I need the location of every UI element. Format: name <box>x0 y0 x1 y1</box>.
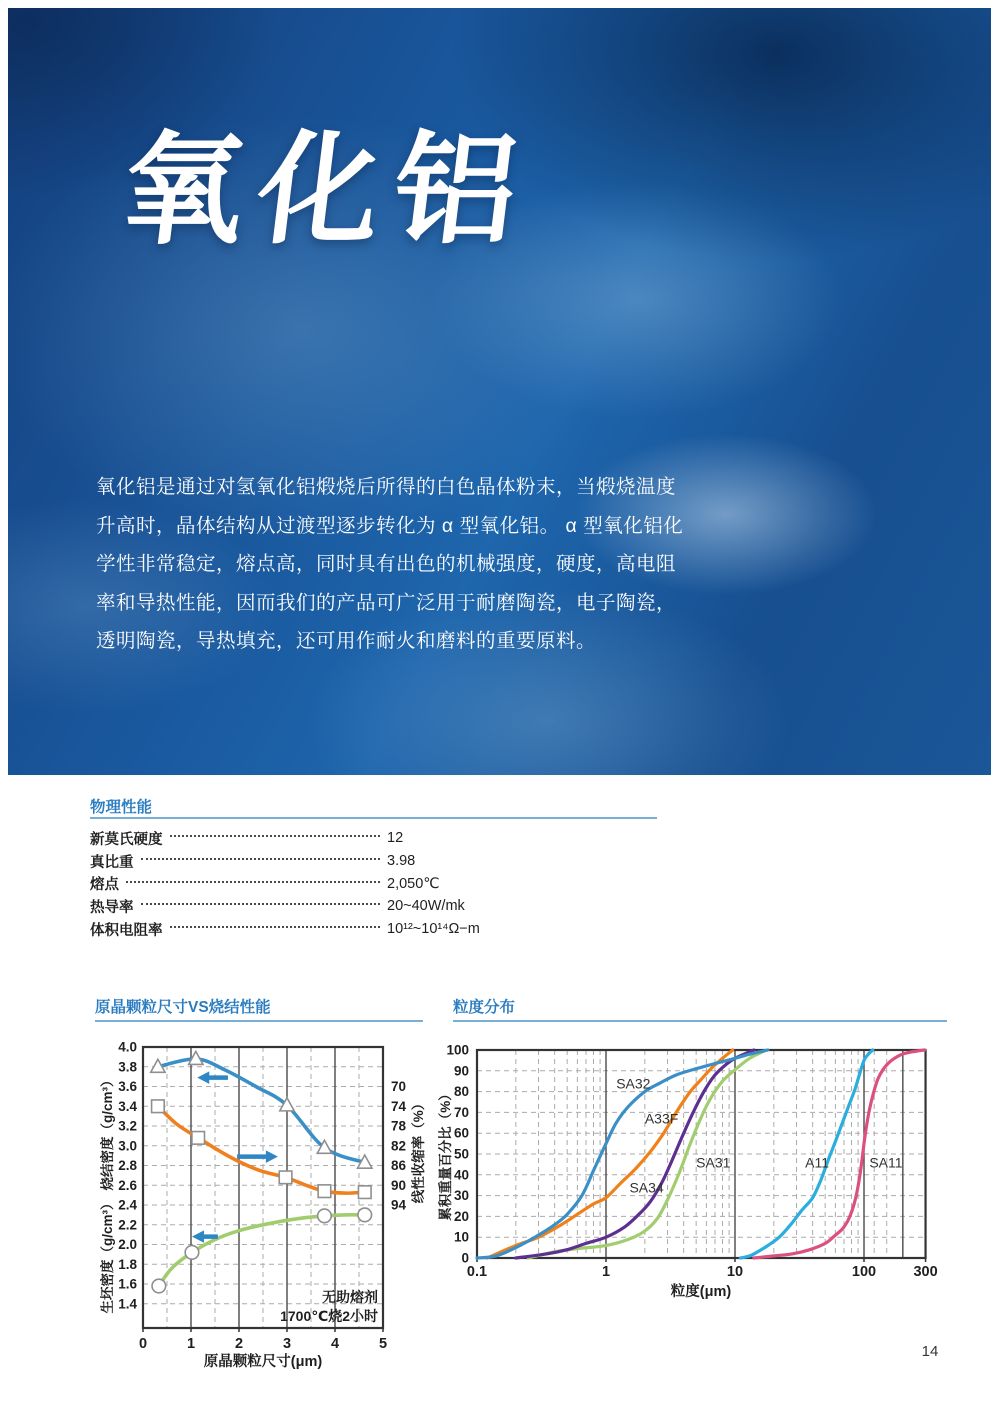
svg-text:4.0: 4.0 <box>118 1039 137 1055</box>
svg-text:10: 10 <box>726 1264 744 1280</box>
svg-text:50: 50 <box>453 1146 469 1162</box>
physical-properties-list <box>90 827 560 940</box>
svg-text:4: 4 <box>330 1336 340 1352</box>
particle-distribution-heading: 粒度分布 <box>453 999 516 1016</box>
svg-text:1: 1 <box>601 1264 611 1280</box>
svg-text:40: 40 <box>453 1167 469 1183</box>
property-label: 新莫氏硬度 <box>90 831 163 848</box>
svg-text:生坯密度（g/cm³）: 生坯密度（g/cm³） <box>100 1196 115 1314</box>
svg-text:100: 100 <box>446 1042 469 1058</box>
svg-text:无助熔剂: 无助熔剂 <box>322 1289 378 1305</box>
svg-text:5: 5 <box>378 1336 388 1352</box>
svg-text:1: 1 <box>186 1336 196 1352</box>
curve-label: SA11 <box>869 1154 903 1171</box>
svg-text:90: 90 <box>391 1177 407 1193</box>
dotted-leader <box>126 881 380 883</box>
dotted-leader <box>170 926 381 928</box>
svg-text:78: 78 <box>391 1118 407 1134</box>
curve-label: SA32 <box>616 1075 651 1092</box>
svg-text:3.2: 3.2 <box>118 1118 137 1134</box>
curve-label: A11 <box>805 1154 830 1171</box>
property-row <box>90 872 560 895</box>
curve-label: SA34 <box>629 1179 664 1196</box>
curve-label: A33F <box>644 1110 679 1127</box>
intro-line: 升高时，晶体结构从过渡型逐步转化为 α 型氧化铝。 α 型氧化铝化 <box>96 514 684 537</box>
property-label: 体积电阻率 <box>90 922 163 939</box>
svg-text:累积重量百分比（%）: 累积重量百分比（%） <box>438 1087 453 1221</box>
svg-text:3: 3 <box>282 1336 292 1352</box>
svg-text:1700℃烧2小时: 1700℃烧2小时 <box>280 1308 378 1324</box>
svg-text:3.6: 3.6 <box>118 1079 137 1094</box>
svg-text:1.6: 1.6 <box>118 1276 137 1292</box>
svg-text:2.4: 2.4 <box>118 1197 137 1213</box>
svg-text:86: 86 <box>391 1158 407 1173</box>
svg-text:82: 82 <box>391 1138 407 1154</box>
svg-text:烧结密度（g/cm³）: 烧结密度（g/cm³） <box>100 1073 115 1191</box>
dotted-leader <box>141 858 381 860</box>
property-row <box>90 850 560 873</box>
svg-text:2.8: 2.8 <box>118 1158 137 1173</box>
svg-text:2.6: 2.6 <box>118 1177 137 1193</box>
intro-line: 透明陶瓷，导热填充，还可用作耐火和磨料的重要原料。 <box>96 630 597 653</box>
svg-text:原晶颗粒尺寸(μm): 原晶颗粒尺寸(μm) <box>203 1354 323 1370</box>
svg-text:1.4: 1.4 <box>118 1296 137 1312</box>
svg-text:90: 90 <box>453 1063 469 1079</box>
svg-text:2: 2 <box>234 1336 244 1352</box>
svg-text:1.8: 1.8 <box>118 1256 137 1272</box>
property-value: 12 <box>387 830 404 847</box>
svg-text:0: 0 <box>461 1250 469 1266</box>
property-row <box>90 827 560 850</box>
hero-image <box>8 8 991 775</box>
property-value: 10¹²~10¹⁴Ω−m <box>387 921 480 938</box>
property-value: 3.98 <box>387 853 416 870</box>
svg-text:94: 94 <box>391 1197 407 1213</box>
sintering-chart-divider <box>95 1020 423 1022</box>
page-title: 氧化铝 <box>114 122 539 258</box>
svg-text:2.2: 2.2 <box>118 1217 137 1233</box>
svg-text:60: 60 <box>453 1125 469 1141</box>
property-row <box>90 918 560 941</box>
svg-text:20: 20 <box>453 1208 469 1224</box>
intro-line: 氧化铝是通过对氢氧化铝煅烧后所得的白色晶体粉末，当煅烧温度 <box>96 476 677 498</box>
svg-text:3.4: 3.4 <box>118 1098 137 1114</box>
page-number: 14 <box>921 1343 939 1360</box>
svg-text:线性收缩率（%）: 线性收缩率（%） <box>411 1096 426 1204</box>
svg-text:70: 70 <box>391 1079 407 1094</box>
svg-text:2.0: 2.0 <box>118 1237 137 1252</box>
physical-properties-divider <box>90 817 657 819</box>
intro-line: 率和导热性能，因而我们的产品可广泛用于耐磨陶瓷，电子陶瓷， <box>96 591 677 614</box>
intro-paragraph <box>96 468 683 661</box>
curve-label: SA31 <box>696 1154 731 1171</box>
svg-text:10: 10 <box>453 1229 469 1245</box>
intro-line: 学性非常稳定，熔点高，同时具有出色的机械强度，硬度，高电阻 <box>96 553 677 576</box>
sintering-chart-heading: 原晶颗粒尺寸VS烧结性能 <box>95 999 271 1016</box>
svg-text:3.8: 3.8 <box>118 1059 137 1075</box>
particle-distribution-divider <box>453 1020 947 1022</box>
particle-size-distribution-chart <box>436 1032 981 1307</box>
svg-text:0.1: 0.1 <box>466 1264 488 1280</box>
svg-text:30: 30 <box>453 1188 469 1204</box>
svg-text:100: 100 <box>851 1264 877 1280</box>
property-value: 20~40W/mk <box>387 898 465 915</box>
svg-text:74: 74 <box>391 1098 407 1114</box>
property-label: 熔点 <box>90 877 119 894</box>
svg-text:80: 80 <box>453 1084 469 1100</box>
property-value: 2,050℃ <box>387 875 440 892</box>
svg-text:3.0: 3.0 <box>118 1138 137 1154</box>
property-label: 热导率 <box>90 899 134 916</box>
property-label: 真比重 <box>90 854 134 871</box>
sintering-performance-chart <box>85 1032 435 1382</box>
svg-text:70: 70 <box>453 1104 469 1120</box>
svg-text:0: 0 <box>138 1336 148 1352</box>
svg-text:粒度(μm): 粒度(μm) <box>670 1284 732 1300</box>
physical-properties-heading: 物理性能 <box>90 799 153 816</box>
dotted-leader <box>141 903 381 905</box>
svg-text:300: 300 <box>913 1264 938 1280</box>
property-row <box>90 895 560 918</box>
dotted-leader <box>170 835 381 837</box>
